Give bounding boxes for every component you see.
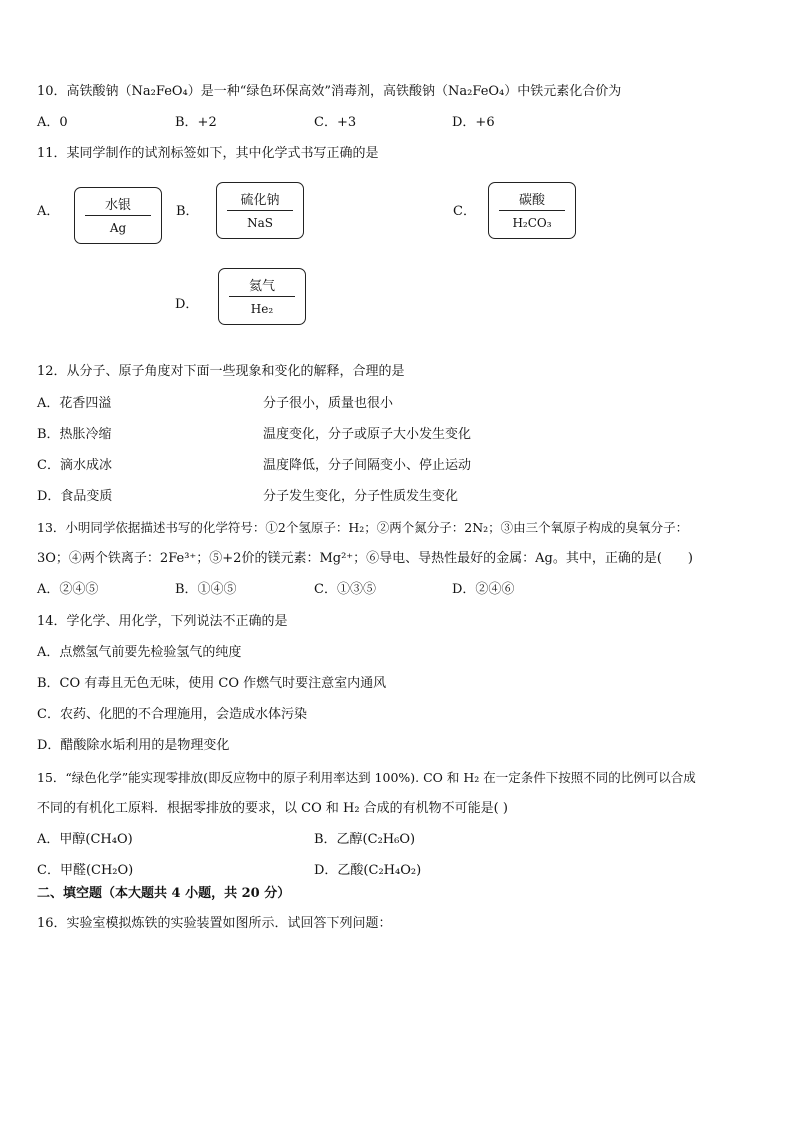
q12-row-b-phenomenon: B．热胀冷缩 bbox=[37, 427, 112, 442]
reagent-formula: Ag bbox=[109, 221, 127, 235]
reagent-name: 水银 bbox=[104, 198, 131, 213]
q13-option-b: B．①④⑤ bbox=[175, 582, 237, 597]
q11-reagent-label-a bbox=[74, 187, 162, 244]
q10-option-c: C．+3 bbox=[314, 115, 357, 130]
q13-option-a: A．②④⑤ bbox=[37, 582, 99, 597]
q14-option-a: A．点燃氢气前要先检验氢气的纯度 bbox=[37, 645, 242, 660]
label-divider bbox=[227, 210, 293, 211]
q12-row-d-phenomenon: D．食品变质 bbox=[37, 489, 113, 504]
q14-option-b: B．CO 有毒且无色无味，使用 CO 作燃气时要注意室内通风 bbox=[37, 676, 387, 691]
q12-stem: 12．从分子、原子角度对下面一些现象和变化的解释，合理的是 bbox=[37, 364, 405, 379]
q15-option-a: A．甲醇(CH₄O) bbox=[37, 832, 133, 847]
q14-option-d: D．醋酸除水垢利用的是物理变化 bbox=[37, 738, 230, 753]
reagent-formula: NaS bbox=[247, 216, 273, 230]
q16-stem: 16．实验室模拟炼铁的实验装置如图所示．试回答下列问题： bbox=[37, 916, 392, 931]
q11-stem: 11．某同学制作的试剂标签如下，其中化学式书写正确的是 bbox=[37, 146, 379, 161]
q12-row-c-explanation: 温度降低，分子间隔变小、停止运动 bbox=[263, 458, 472, 473]
label-divider bbox=[85, 215, 151, 216]
reagent-name: 碳酸 bbox=[518, 193, 545, 208]
q10-option-d: D．+6 bbox=[452, 115, 495, 130]
q11-label-c-letter: C． bbox=[453, 204, 476, 219]
q11-reagent-label-c bbox=[488, 182, 576, 239]
q12-row-a-phenomenon: A．花香四溢 bbox=[37, 396, 112, 411]
q11-label-b-letter: B． bbox=[176, 204, 199, 219]
q15-option-d: D．乙酸(C₂H₄O₂) bbox=[314, 863, 422, 878]
q10-option-a: A．0 bbox=[37, 115, 68, 130]
q12-row-d-explanation: 分子发生变化，分子性质发生变化 bbox=[263, 489, 459, 504]
q15-option-c: C．甲醛(CH₂O) bbox=[37, 863, 134, 878]
q12-row-b-explanation: 温度变化，分子或原子大小发生变化 bbox=[263, 427, 472, 442]
q10-option-b: B．+2 bbox=[175, 115, 217, 130]
q11-label-a-letter: A． bbox=[37, 204, 60, 219]
q12-row-a-explanation: 分子很小，质量也很小 bbox=[263, 396, 394, 411]
label-divider bbox=[499, 210, 565, 211]
q13-option-d: D．②④⑥ bbox=[452, 582, 515, 597]
q11-reagent-label-b bbox=[216, 182, 304, 239]
label-divider bbox=[229, 296, 295, 297]
section-heading: 二、填空题（本大题共 4 小题，共 20 分） bbox=[37, 886, 291, 901]
q11-reagent-label-d bbox=[218, 268, 306, 325]
q13-option-c: C．①③⑤ bbox=[314, 582, 376, 597]
q12-row-c-phenomenon: C．滴水成冰 bbox=[37, 458, 112, 473]
q10-stem: 10．高铁酸钠（Na₂FeO₄）是一种“绿色环保高效”消毒剂，高铁酸钠（Na₂FeO₄）中铁元素化合价为 bbox=[37, 84, 622, 99]
reagent-name: 硫化钠 bbox=[240, 193, 280, 208]
q14-stem: 14．学化学、用化学，下列说法不正确的是 bbox=[37, 614, 288, 629]
reagent-formula: He₂ bbox=[250, 302, 274, 316]
q15-stem-line1: 15．“绿色化学”能实现零排放(即反应物中的原子利用率达到 100%). CO 和 H₂ 在一定条件下按照不同的比例可以合成 bbox=[37, 770, 696, 785]
q15-option-b: B．乙醇(C₂H₆O) bbox=[314, 832, 416, 847]
q13-stem-line2: 3O；④两个铁离子：2Fe³⁺；⑤+2价的镁元素：Mg²⁺；⑥导电、导热性最好的金属：Ag。其中，正确的是( ) bbox=[37, 551, 693, 566]
q11-label-d-letter: D． bbox=[175, 297, 199, 312]
q13-stem-line1: 13．小明同学依据描述书写的化学符号：①2个氢原子：H₂；②两个氮分子：2N₂；③由三个氧原子构成的臭氧分子： bbox=[37, 520, 689, 535]
reagent-name: 氦气 bbox=[248, 279, 275, 294]
reagent-formula: H₂CO₃ bbox=[512, 216, 552, 230]
q14-option-c: C．农药、化肥的不合理施用，会造成水体污染 bbox=[37, 707, 307, 722]
q15-stem-line2: 不同的有机化工原料．根据零排放的要求，以 CO 和 H₂ 合成的有机物不可能是( ) bbox=[37, 801, 508, 816]
